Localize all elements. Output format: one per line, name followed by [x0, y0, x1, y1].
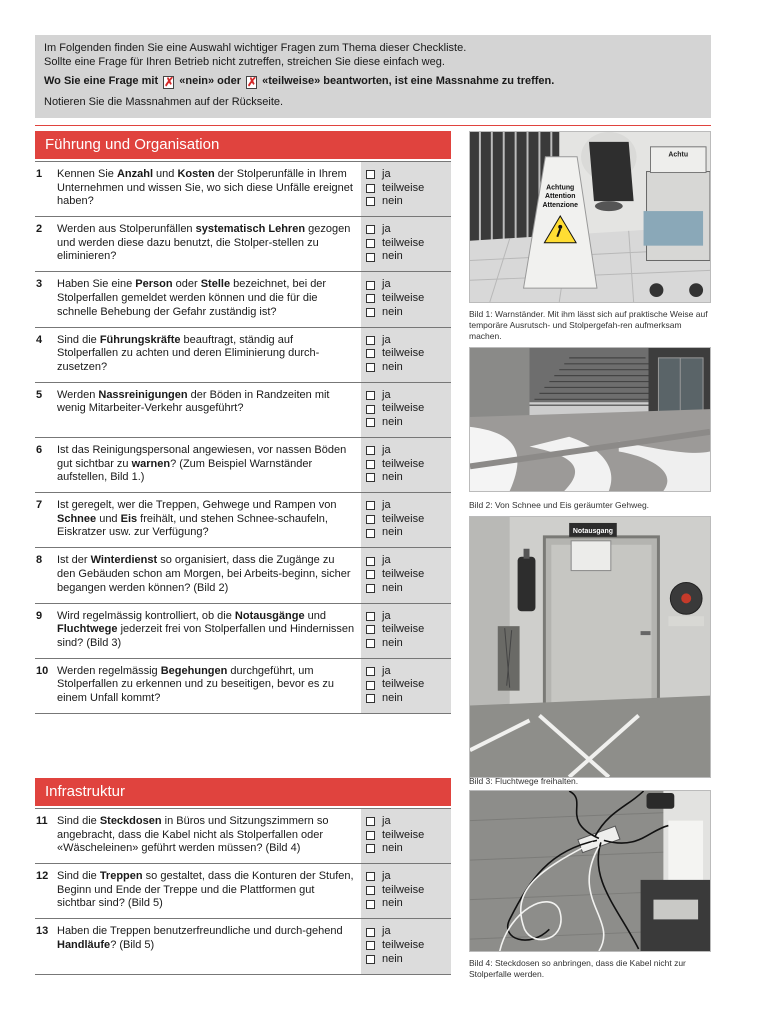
- answer-option[interactable]: [366, 623, 451, 637]
- answer-option[interactable]: [366, 939, 451, 953]
- question-body: [57, 925, 355, 973]
- answer-label: nein: [382, 897, 403, 910]
- answer-label: nein: [382, 526, 403, 539]
- question-keyword: Begehungen: [160, 664, 228, 677]
- answer-label: nein: [382, 842, 403, 855]
- instruction-part-2: «nein» oder: [179, 75, 241, 87]
- question-text-part: durchgeführt, um Stolperfallen zu erkennen und zu beseitigen, bevor es zu einem Unfall kommt?: [57, 664, 335, 704]
- question-number: 8: [36, 554, 43, 567]
- answer-option[interactable]: [366, 526, 451, 540]
- answer-checkbox[interactable]: [366, 941, 375, 950]
- question-text-part: in Büros und Sitzungszimmern so angebracht, dass die Kabel nicht als Stolperfallen oder «Wäscheleinen» geführt werden müssen? (Bild 4): [57, 815, 329, 855]
- answer-checkbox[interactable]: [366, 515, 375, 524]
- section-title-fuehrung: Führung und Organisation: [35, 131, 451, 159]
- answer-options: [361, 864, 451, 918]
- answer-option[interactable]: [366, 884, 451, 898]
- question-keyword: Winterdienst: [90, 554, 158, 567]
- intro-instruction: [44, 74, 701, 89]
- answer-option[interactable]: [366, 195, 451, 209]
- answer-checkbox[interactable]: [366, 363, 375, 372]
- question-number: 11: [36, 815, 48, 827]
- question-keyword: Person: [135, 278, 173, 291]
- question-text: [35, 162, 361, 216]
- answer-label: teilweise: [382, 828, 425, 841]
- question-keyword: Steckdosen: [99, 815, 162, 827]
- sign-text: Achtung: [546, 184, 575, 192]
- question-body: [57, 499, 355, 547]
- answer-options: [361, 438, 451, 492]
- answer-option[interactable]: [366, 347, 451, 361]
- question-text-part: ? (Bild 5): [110, 938, 155, 951]
- answer-label: teilweise: [382, 457, 425, 470]
- answer-options: [361, 328, 451, 382]
- question-number: 9: [36, 609, 43, 622]
- answer-option[interactable]: [366, 610, 451, 624]
- photo-warning-sign: [469, 131, 711, 303]
- answer-checkbox[interactable]: [366, 197, 375, 206]
- answer-label: ja: [382, 333, 391, 346]
- question-number: 5: [36, 388, 43, 401]
- answer-checkbox[interactable]: [366, 253, 375, 262]
- photo-caption-4: Bild 4: Steckdosen so anbringen, dass die Kabel nicht zur Stolperfalle werden.: [469, 958, 686, 979]
- question-text-part: Werden regelmässig: [57, 664, 161, 677]
- answer-option[interactable]: [366, 582, 451, 596]
- answer-label: teilweise: [382, 938, 425, 951]
- x-mark-icon: ✗: [164, 75, 175, 89]
- section-title-infrastruktur: Infrastruktur: [35, 778, 451, 806]
- answer-label: teilweise: [382, 402, 425, 415]
- question-text-part: oder: [172, 278, 201, 291]
- answer-option[interactable]: [366, 815, 451, 829]
- question-table-infrastruktur: [35, 808, 451, 975]
- question-row: [35, 493, 451, 548]
- answer-label: ja: [382, 388, 391, 401]
- question-row: [35, 919, 451, 974]
- answer-option[interactable]: [366, 513, 451, 527]
- sign-text: Attenzione: [542, 202, 578, 210]
- answer-options: [361, 217, 451, 271]
- question-keyword: Führungskräfte: [99, 333, 181, 346]
- question-text-part: der Stolperunfälle in Ihrem Unternehmen und wissen Sie, wo sich diese Unfälle ereignet haben?: [57, 168, 353, 208]
- question-row: [35, 659, 451, 714]
- answer-checkbox[interactable]: [366, 170, 375, 179]
- answer-checkbox[interactable]: [366, 308, 375, 317]
- answer-checkbox[interactable]: [366, 529, 375, 538]
- question-body: [57, 223, 355, 271]
- answer-label: ja: [382, 443, 391, 456]
- answer-option[interactable]: [366, 458, 451, 472]
- question-number: 4: [36, 333, 43, 346]
- answer-checkbox[interactable]: [366, 557, 375, 566]
- answer-option[interactable]: [366, 292, 451, 306]
- answer-checkbox[interactable]: [366, 612, 375, 621]
- question-number: 6: [36, 443, 43, 456]
- question-text: [35, 328, 361, 382]
- answer-label: ja: [382, 554, 391, 567]
- answer-option[interactable]: [366, 925, 451, 939]
- question-keyword: Treppen: [99, 870, 143, 883]
- answer-label: ja: [382, 168, 391, 180]
- question-body: [57, 389, 355, 437]
- question-text-part: Ist der: [57, 554, 91, 567]
- answer-label: teilweise: [382, 512, 425, 525]
- answer-option[interactable]: [366, 665, 451, 679]
- question-text-part: ? (Zum Beispiel Warnständer aufstellen, Bild 1.): [57, 457, 313, 484]
- answer-label: ja: [382, 870, 391, 883]
- answer-label: teilweise: [382, 883, 425, 896]
- question-text-part: Werden aus Stolperunfällen: [57, 223, 196, 236]
- answer-label: nein: [382, 952, 403, 965]
- answer-checkbox[interactable]: [366, 639, 375, 648]
- answer-checkbox[interactable]: [366, 667, 375, 676]
- answer-label: ja: [382, 223, 391, 236]
- photo-caption-3: Bild 3: Fluchtwege freihalten.: [469, 776, 579, 786]
- cables-image: [470, 791, 710, 951]
- answer-options: [361, 162, 451, 216]
- question-text: [35, 604, 361, 658]
- instruction-part-3: «teilweise» beantworten, ist eine Massnahme zu treffen.: [262, 75, 555, 87]
- answer-option[interactable]: [366, 471, 451, 485]
- answer-option[interactable]: [366, 278, 451, 292]
- question-text-part: und: [96, 512, 121, 525]
- answer-checkbox[interactable]: [366, 418, 375, 427]
- question-text-part: Ist geregelt, wer die Treppen, Gehwege und Rampen von: [57, 499, 337, 512]
- answer-checkbox[interactable]: [366, 281, 375, 290]
- question-keyword: systematisch Lehren: [195, 223, 306, 236]
- answer-label: teilweise: [382, 347, 425, 360]
- answer-option[interactable]: [366, 389, 451, 403]
- answer-label: ja: [382, 609, 391, 622]
- answer-label: teilweise: [382, 567, 425, 580]
- answer-options: [361, 548, 451, 602]
- answer-option[interactable]: [366, 334, 451, 348]
- question-body: [57, 815, 355, 863]
- question-text-part: Haben die Treppen benutzerfreundliche und durch-gehend: [57, 925, 343, 938]
- intro-note: Notieren Sie die Massnahmen auf der Rückseite.: [44, 96, 284, 108]
- question-number: 10: [36, 664, 49, 677]
- question-text: [35, 438, 361, 492]
- question-row: [35, 162, 451, 217]
- instruction-part-1: Wo Sie eine Frage mit: [44, 75, 159, 87]
- answer-option[interactable]: [366, 306, 451, 320]
- question-keyword: Schnee: [57, 512, 97, 525]
- question-keyword: warnen: [131, 457, 171, 470]
- question-body: [57, 334, 355, 382]
- answer-option[interactable]: [366, 870, 451, 884]
- answer-option[interactable]: [366, 402, 451, 416]
- answer-option[interactable]: [366, 361, 451, 375]
- answer-label: nein: [382, 691, 403, 704]
- question-body: [57, 610, 355, 658]
- question-keyword: Fluchtwege: [57, 623, 118, 636]
- answer-option[interactable]: [366, 692, 451, 706]
- question-text: [35, 383, 361, 437]
- answer-option[interactable]: [366, 416, 451, 430]
- question-number: 7: [36, 499, 43, 512]
- answer-option[interactable]: [366, 168, 451, 182]
- question-table-fuehrung: [35, 161, 451, 714]
- question-body: [57, 554, 355, 602]
- exit-sign-text: Notausgang: [572, 527, 614, 535]
- question-text-part: Sind die: [57, 815, 100, 827]
- cart-sign-text: Achtu: [668, 151, 689, 159]
- question-number: 2: [36, 223, 43, 236]
- answer-options: [361, 493, 451, 547]
- answer-label: nein: [382, 360, 403, 373]
- answer-option[interactable]: [366, 237, 451, 251]
- question-text-part: beauftragt, ständig auf Stolperfallen zu achten und deren Eliminierung durch-zusetzen?: [57, 333, 320, 373]
- answer-label: nein: [382, 415, 403, 428]
- intro-box: [35, 35, 711, 118]
- answer-options: [361, 809, 451, 863]
- warning-sign-image: [470, 132, 710, 302]
- answer-label: nein: [382, 250, 403, 263]
- answer-option[interactable]: [366, 829, 451, 843]
- answer-option[interactable]: [366, 637, 451, 651]
- answer-label: ja: [382, 664, 391, 677]
- answer-label: teilweise: [382, 181, 425, 194]
- question-body: [57, 168, 355, 216]
- answer-options: [361, 919, 451, 973]
- answer-checkbox[interactable]: [366, 336, 375, 345]
- answer-checkbox[interactable]: [366, 501, 375, 510]
- walkway-image: [470, 348, 710, 491]
- question-body: [57, 444, 355, 492]
- divider: [35, 125, 711, 126]
- answer-option[interactable]: [366, 678, 451, 692]
- intro-line-1: Im Folgenden finden Sie eine Auswahl wichtiger Fragen zum Thema dieser Checkliste.: [44, 42, 467, 54]
- question-text-part: und: [304, 609, 327, 622]
- answer-checkbox[interactable]: [366, 900, 375, 909]
- question-row: [35, 548, 451, 603]
- question-text-part: Wird regelmässig kontrolliert, ob die: [57, 609, 235, 622]
- answer-label: nein: [382, 581, 403, 594]
- question-text: [35, 919, 361, 973]
- sign-text: Attention: [545, 193, 576, 201]
- question-keyword: Handläufe: [57, 938, 111, 951]
- question-body: [57, 870, 355, 918]
- answer-label: teilweise: [382, 623, 425, 636]
- answer-option[interactable]: [366, 897, 451, 911]
- answer-options: [361, 659, 451, 713]
- question-body: [57, 665, 355, 713]
- answer-checkbox[interactable]: [366, 473, 375, 482]
- exit-door-image: [470, 517, 710, 777]
- answer-label: nein: [382, 636, 403, 649]
- question-keyword: Notausgänge: [234, 609, 305, 622]
- answer-label: ja: [382, 278, 391, 291]
- answer-checkbox[interactable]: [366, 225, 375, 234]
- answer-option[interactable]: [366, 250, 451, 264]
- answer-checkbox[interactable]: [366, 446, 375, 455]
- answer-checkbox[interactable]: [366, 817, 375, 826]
- question-text-part: freihält, und stehen Schnee-schaufeln, Eiskratzer usw. zur Verfügung?: [57, 512, 328, 539]
- answer-label: nein: [382, 471, 403, 484]
- question-text: [35, 272, 361, 326]
- question-text-part: Sind die: [57, 870, 100, 883]
- question-text-part: und: [153, 168, 178, 180]
- question-keyword: Anzahl: [116, 168, 153, 180]
- question-number: 3: [36, 278, 43, 291]
- answer-checkbox[interactable]: [366, 625, 375, 634]
- question-text-part: Kennen Sie: [57, 168, 117, 180]
- question-text: [35, 659, 361, 713]
- answer-checkbox[interactable]: [366, 584, 375, 593]
- answer-option[interactable]: [366, 953, 451, 967]
- answer-label: teilweise: [382, 236, 425, 249]
- answer-option[interactable]: [366, 223, 451, 237]
- photo-caption-1: Bild 1: Warnständer. Mit ihm lässt sich auf praktische Weise auf temporäre Ausrutsch- und Stolpergefah-ren aufmerksam machen.: [469, 309, 708, 341]
- answer-label: ja: [382, 499, 391, 512]
- question-row: [35, 438, 451, 493]
- question-keyword: Kosten: [177, 168, 215, 180]
- question-text-part: so organisiert, dass die Zugänge zu den Gebäuden schon am Morgen, bei Arbeits-beginn, sicher begangen werden können? (Bild 2): [57, 554, 351, 594]
- answer-option[interactable]: [366, 444, 451, 458]
- answer-option[interactable]: [366, 182, 451, 196]
- answer-option[interactable]: [366, 499, 451, 513]
- question-row: [35, 272, 451, 327]
- question-row: [35, 604, 451, 659]
- question-text-part: jederzeit frei von Stolperfallen und Hindernissen sind? (Bild 3): [57, 623, 355, 649]
- question-body: [57, 278, 355, 326]
- question-text-part: Werden: [57, 388, 99, 401]
- question-text-part: Sind die: [57, 333, 100, 346]
- question-text: [35, 493, 361, 547]
- question-text-part: Ist das Reinigungspersonal angewiesen, vor nassen Böden gut sichtbar zu: [57, 443, 347, 470]
- answer-checkbox[interactable]: [366, 694, 375, 703]
- question-text: [35, 548, 361, 602]
- answer-options: [361, 272, 451, 326]
- question-number: 13: [36, 925, 49, 938]
- question-keyword: Eis: [120, 512, 138, 525]
- question-keyword: Nassreinigungen: [98, 388, 188, 401]
- answer-option[interactable]: [366, 842, 451, 856]
- answer-checkbox[interactable]: [366, 460, 375, 469]
- photo-emergency-exit: [469, 516, 711, 778]
- question-keyword: Stelle: [200, 278, 231, 291]
- answer-checkbox[interactable]: [366, 405, 375, 414]
- question-row: [35, 217, 451, 272]
- answer-checkbox[interactable]: [366, 872, 375, 881]
- intro-line-2: Sollte eine Frage für Ihren Betrieb nicht zutreffen, streichen Sie diese einfach weg.: [44, 56, 445, 68]
- answer-checkbox[interactable]: [366, 681, 375, 690]
- answer-options: [361, 383, 451, 437]
- answer-checkbox[interactable]: [366, 239, 375, 248]
- answer-label: nein: [382, 305, 403, 318]
- answer-checkbox[interactable]: [366, 391, 375, 400]
- answer-checkbox[interactable]: [366, 570, 375, 579]
- answer-label: ja: [382, 815, 391, 827]
- photo-cables: [469, 790, 711, 952]
- answer-label: teilweise: [382, 291, 425, 304]
- answer-label: teilweise: [382, 678, 425, 691]
- question-text-part: Haben Sie eine: [57, 278, 136, 291]
- answer-checkbox[interactable]: [366, 831, 375, 840]
- answer-label: nein: [382, 195, 403, 208]
- answer-label: ja: [382, 925, 391, 938]
- answer-option[interactable]: [366, 568, 451, 582]
- question-text-part: bezeichnet, bei der Stolperfallen gemeldet werden können und die für die schnelle Behebung der Gefahr zuständig ist?: [57, 278, 327, 318]
- answer-checkbox[interactable]: [366, 928, 375, 937]
- question-row: [35, 809, 451, 864]
- question-text: [35, 864, 361, 918]
- answer-option[interactable]: [366, 554, 451, 568]
- photo-caption-2: Bild 2: Von Schnee und Eis geräumter Gehweg.: [469, 500, 650, 510]
- answer-checkbox[interactable]: [366, 844, 375, 853]
- x-mark-icon: ✗: [247, 75, 258, 89]
- answer-checkbox[interactable]: [366, 955, 375, 964]
- question-row: [35, 383, 451, 438]
- question-text-part: der Böden in Randzeiten mit wenig Mitarbeiter-Verkehr ausgeführt?: [57, 388, 330, 415]
- answer-checkbox[interactable]: [366, 886, 375, 895]
- answer-checkbox[interactable]: [366, 184, 375, 193]
- question-text-part: gezogen und werden diese dazu benutzt, die Stolper-stellen zu eliminieren?: [57, 223, 351, 263]
- question-text: [35, 217, 361, 271]
- question-row: [35, 328, 451, 383]
- answer-checkbox[interactable]: [366, 294, 375, 303]
- answer-checkbox[interactable]: [366, 349, 375, 358]
- question-number: 12: [36, 870, 49, 883]
- photo-cleared-walkway: [469, 347, 711, 492]
- question-text: [35, 809, 361, 863]
- question-text-part: so gestaltet, dass die Konturen der Stufen, Beginn und Ende der Treppe und die Plattformen gut sichtbar sind? (Bild 5): [57, 870, 354, 910]
- question-row: [35, 864, 451, 919]
- answer-options: [361, 604, 451, 658]
- question-number: 1: [36, 168, 43, 180]
